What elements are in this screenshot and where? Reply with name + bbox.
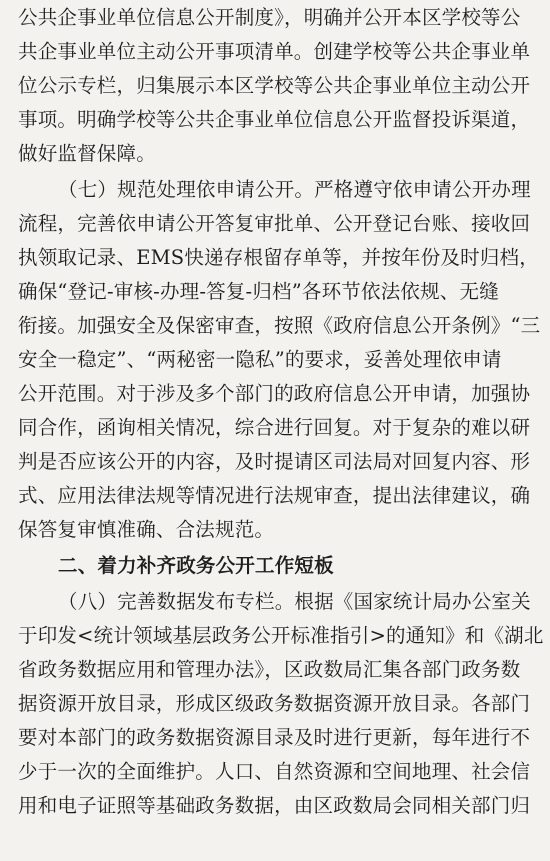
text-line-1: 公共企事业单位信息公开制度》，明确并公开本区学校等公	[18, 6, 521, 29]
text-line-11: 安全一稳定”、“两秘密一隐私”的要求，妥善处理依申请	[18, 348, 502, 371]
section-7-heading-line: （七）规范处理依申请公开。严格遵守依申请公开办理	[58, 178, 531, 201]
text-line-4: 事项。明确学校等公共企事业单位信息公开监督投诉渠道，	[18, 108, 531, 131]
text-line-9: 确保“登记-审核-办理-答复-归档”各环节依法依规、无缝	[18, 280, 499, 303]
section-2-heading: 二、着力补齐政务公开工作短板	[58, 554, 334, 577]
text-line-16: 保答复审慎准确、合法规范。	[18, 518, 275, 541]
text-line-23: 少于一次的全面维护。人口、自然资源和空间地理、社会信	[18, 760, 531, 783]
text-line-12: 公开范围。对于涉及多个部门的政府信息公开申请，加强协	[18, 382, 531, 405]
text-line-13: 同合作，函询相关情况，综合进行回复。对于复杂的难以研	[18, 416, 531, 439]
text-line-5: 做好监督保障。	[18, 142, 156, 165]
text-line-24: 用和电子证照等基础政务数据，由区政数局会同相关部门归	[18, 794, 531, 817]
text-line-3: 位公示专栏，归集展示本区学校等公共企事业单位主动公开	[18, 74, 531, 97]
text-line-19: 于印发<统计领域基层政务公开标准指引>的通知》和《湖北	[18, 624, 544, 647]
section-8-heading-line: （八）完善数据发布专栏。根据《国家统计局办公室关	[58, 590, 531, 613]
text-line-2: 共企事业单位主动公开事项清单。创建学校等公共企事业单	[18, 40, 531, 63]
text-line-20: 省政务数据应用和管理办法》，区政数局汇集各部门政务数	[18, 658, 521, 681]
text-line-14: 判是否应该公开的内容，及时提请区司法局对回复内容、形	[18, 450, 531, 473]
text-line-8: 执领取记录、EMS快递存根留存单等，并按年份及时归档，	[18, 246, 539, 269]
text-line-7: 流程，完善依申请公开答复审批单、公开登记台账、接收回	[18, 212, 531, 235]
text-line-15: 式、应用法律法规等情况进行法规审查，提出法律建议，确	[18, 484, 531, 507]
text-line-21: 据资源开放目录，形成区级政务数据资源开放目录。各部门	[18, 692, 531, 715]
text-line-22: 要对本部门的政务数据资源目录及时进行更新，每年进行不	[18, 726, 531, 749]
text-line-10: 衔接。加强安全及保密审查，按照《政府信息公开条例》“三	[18, 314, 541, 337]
